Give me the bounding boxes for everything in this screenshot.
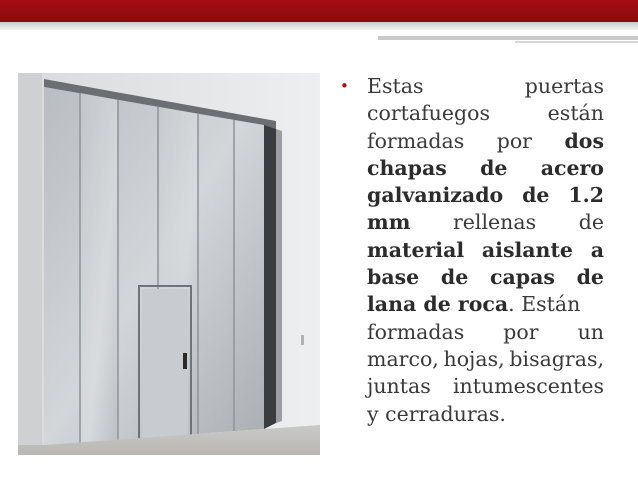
bold-text: de — [522, 183, 550, 208]
bold-text: dos — [564, 128, 604, 153]
bold-text: de — [576, 265, 604, 290]
header-bar — [0, 0, 638, 22]
word — [577, 264, 604, 291]
text-line — [367, 128, 604, 155]
text: marco, — [367, 346, 439, 371]
text: formadas — [367, 128, 465, 153]
word — [564, 128, 604, 155]
text: están — [547, 101, 604, 126]
bold-text: de — [440, 265, 469, 290]
text: intumescentes — [453, 374, 604, 399]
word — [509, 346, 604, 373]
bold-text: 1.2 — [568, 183, 604, 208]
header-shadow — [0, 22, 638, 30]
bold-text: lana de roca — [367, 292, 509, 317]
accent-line — [378, 36, 638, 40]
text: rellenas — [453, 210, 537, 235]
text: por — [503, 319, 539, 344]
word — [367, 182, 503, 209]
bold-text: aislante — [481, 237, 573, 262]
word — [480, 155, 507, 182]
word — [367, 346, 439, 373]
text-line — [367, 237, 604, 264]
text: y cerraduras. — [367, 401, 506, 426]
word — [482, 237, 573, 264]
text-line — [367, 319, 604, 346]
text: juntas — [367, 374, 431, 399]
fire-door-photo — [18, 73, 320, 455]
word — [548, 100, 604, 127]
text-line — [367, 291, 604, 318]
word — [367, 401, 506, 428]
word — [367, 373, 431, 400]
word — [541, 155, 604, 182]
word — [497, 128, 532, 155]
word — [591, 237, 604, 264]
word — [441, 264, 468, 291]
word — [503, 319, 538, 346]
text: por — [496, 128, 532, 153]
bold-text: material — [367, 237, 465, 262]
text-line — [367, 182, 604, 209]
word — [367, 73, 423, 100]
text: hojas, — [443, 346, 505, 371]
text: formadas — [367, 319, 465, 344]
word — [444, 346, 505, 373]
paragraph-lines — [340, 73, 604, 428]
text-line — [367, 373, 604, 400]
word — [579, 209, 604, 236]
bold-text: de — [480, 155, 508, 180]
word — [578, 319, 604, 346]
text: puertas — [524, 74, 604, 98]
text: bisagras, — [509, 346, 604, 371]
body-text — [340, 73, 604, 428]
bold-text: chapas — [367, 155, 447, 180]
word — [367, 100, 490, 127]
bold-text: base — [367, 265, 420, 290]
word — [367, 209, 410, 236]
text-line — [367, 401, 604, 428]
bold-text: mm — [367, 210, 411, 235]
word — [453, 373, 604, 400]
word — [367, 155, 447, 182]
word — [568, 182, 604, 209]
word — [367, 264, 419, 291]
word — [367, 319, 464, 346]
text: un — [577, 319, 604, 344]
bold-text: a — [590, 237, 604, 262]
word — [522, 182, 549, 209]
word — [453, 209, 536, 236]
bold-text: galvanizado — [367, 183, 504, 208]
bullet-marker: • — [340, 77, 349, 95]
word — [490, 264, 555, 291]
text-line — [367, 209, 604, 236]
text: de — [578, 210, 604, 235]
text-line — [367, 73, 604, 100]
text: Estas — [367, 74, 424, 98]
text-line — [367, 346, 604, 373]
fire-door-illustration — [18, 73, 320, 455]
text: . Están — [508, 292, 581, 317]
word — [367, 291, 580, 318]
word — [367, 237, 464, 264]
text-line — [367, 100, 604, 127]
text-line — [367, 155, 604, 182]
text: cortafuegos — [367, 101, 490, 126]
word — [525, 73, 604, 100]
accent-line-short — [515, 41, 638, 43]
word — [367, 128, 464, 155]
bold-text: acero — [540, 155, 604, 180]
text-line — [367, 264, 604, 291]
bold-text: capas — [489, 265, 555, 290]
